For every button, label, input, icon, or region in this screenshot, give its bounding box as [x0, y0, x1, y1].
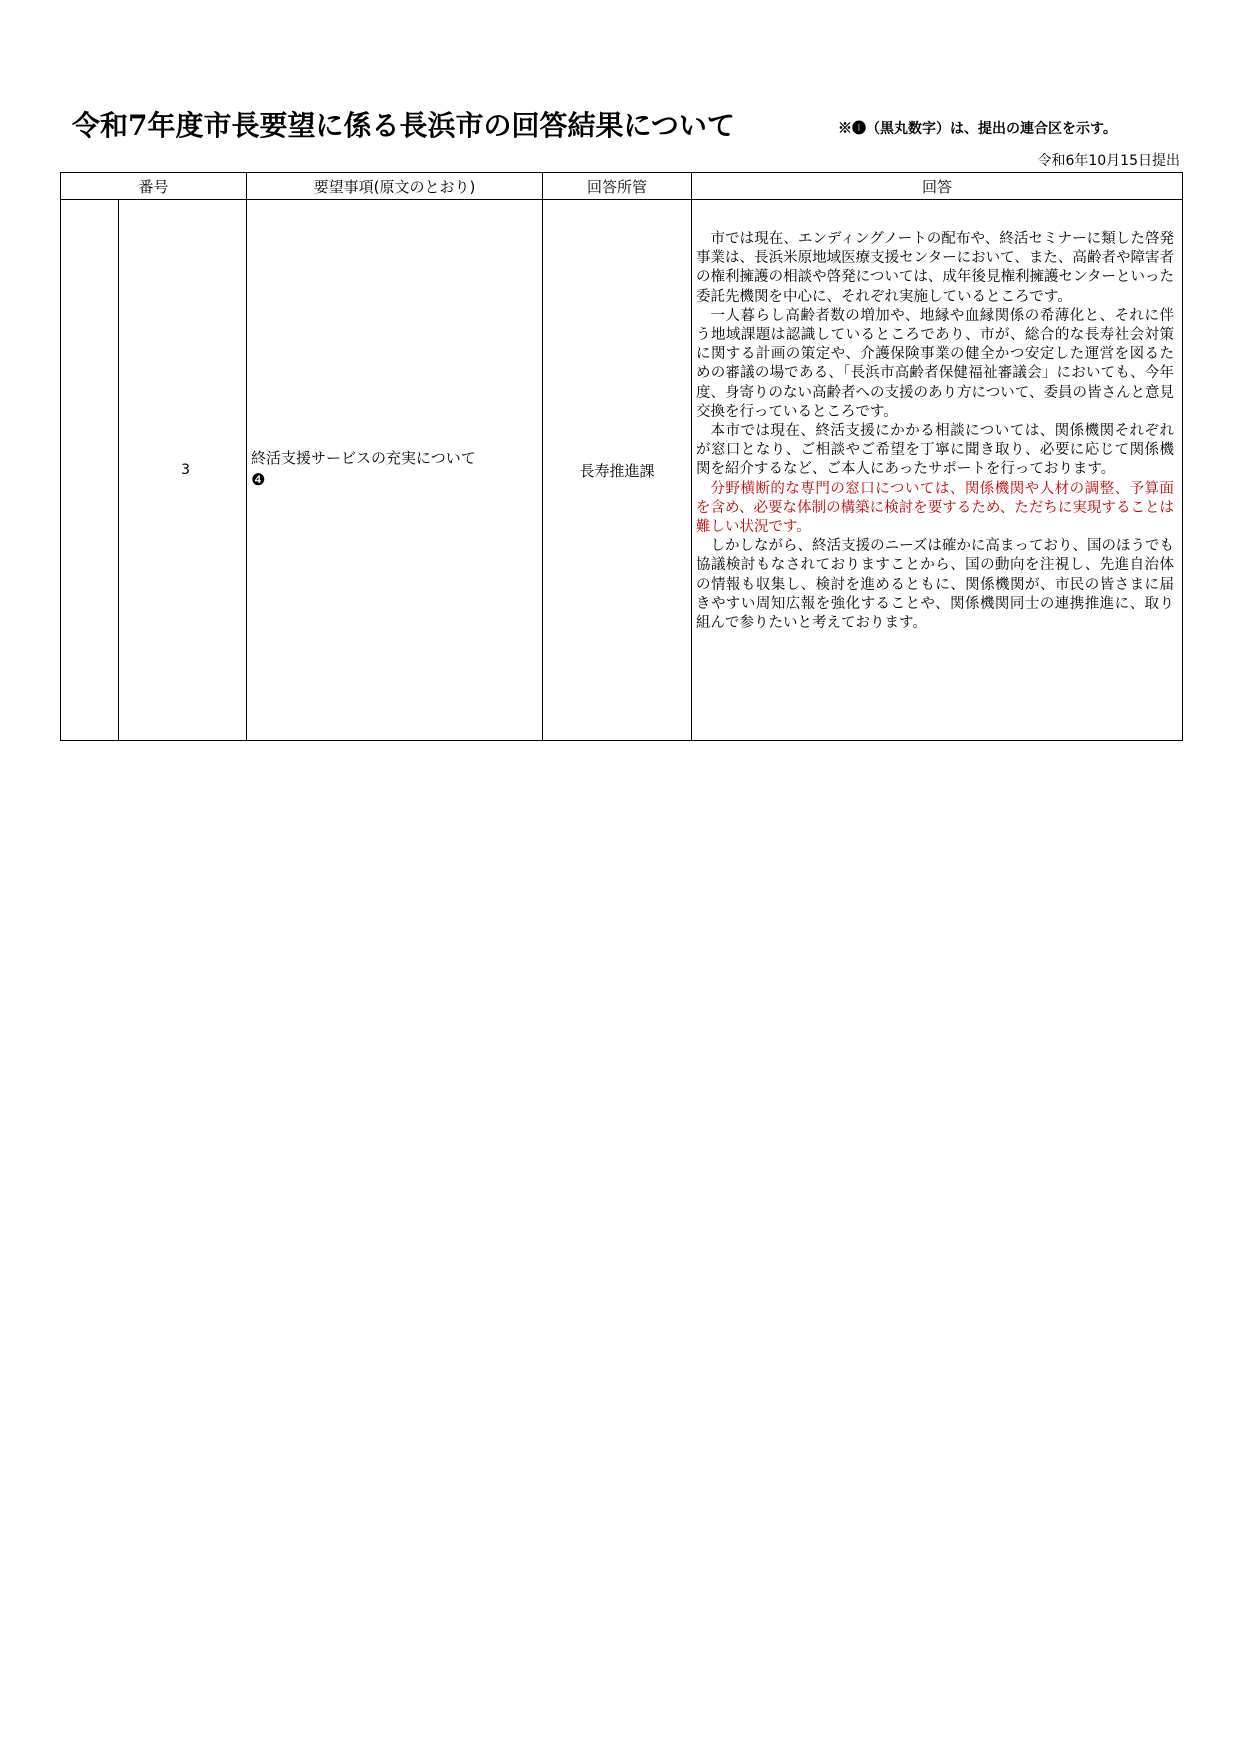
page-title: 令和7年度市長要望に係る長浜市の回答結果について [72, 109, 735, 142]
column-header-answer: 回答 [692, 173, 1183, 200]
request-text: 終活支援サービスの充実について [251, 449, 476, 468]
answer-paragraph: 一人暮らし高齢者数の増加や、地縁や血縁関係の希薄化と、それに伴う地域課題は認識しているところであり、市が、総合的な長寿社会対策に関する計画の策定や、介護保険事業の健全かつ安定した運営を図るための審議の場である、「長浜市高齢者保健福祉審議会」においても、今年度、身寄りのない高齢者への支援のあり方について、委員の皆さんと意見交換を行っているところです。 [696, 307, 1175, 420]
blank-cell [61, 200, 119, 741]
request-cell [247, 200, 543, 741]
answer-paragraph-highlighted: 分野横断的な専門の窓口については、関係機関や人材の調整、予算面を含め、必要な体制の構築に検討を要するため、ただちに実現することは難しい状況です。 [696, 480, 1175, 536]
submission-date: 令和6年10月15日提出 [1037, 153, 1180, 169]
column-header-number: 番号 [61, 173, 247, 200]
answer-cell [692, 200, 1183, 741]
district-note: ※❶（黒丸数字）は、提出の連合区を示す。 [838, 121, 1117, 137]
answer-table [60, 172, 1183, 741]
answer-paragraph: しかしながら、終活支援のニーズは確かに高まっており、国のほうでも協議検討もなされておりますことから、国の動向を注視し、先進自治体の情報も収集し、検討を進めるともに、関係機関が、市民の皆さまに届きやすい周知広報を強化することや、関係機関同士の連携推進に、取り組んで参りたいと考えております。 [696, 538, 1175, 632]
answer-paragraph: 本市では現在、終活支援にかかる相談については、関係機関それぞれが窓口となり、ご相談やご希望を丁寧に聞き取り、必要に応じて関係機関を紹介するなど、ご本人にあったサポートを行っております。 [696, 423, 1175, 478]
table-row [61, 200, 1183, 741]
district-mark: ❹ [251, 470, 266, 490]
department-cell: 長寿推進課 [543, 200, 692, 741]
answer-paragraph: 市では現在、エンディングノートの配布や、終活セミナーに類した啓発事業は、長浜米原地域医療支援センターにおいて、また、高齢者や障害者の権利擁護の相談や啓発については、成年後見権利擁護センターといった委託先機関を中心に、それぞれ実施しているところです。 [696, 231, 1175, 305]
column-header-request: 要望事項(原文のとおり) [247, 173, 543, 200]
request-number: 3 [119, 200, 247, 741]
table-header-row [61, 173, 1183, 200]
column-header-department: 回答所管 [543, 173, 692, 200]
